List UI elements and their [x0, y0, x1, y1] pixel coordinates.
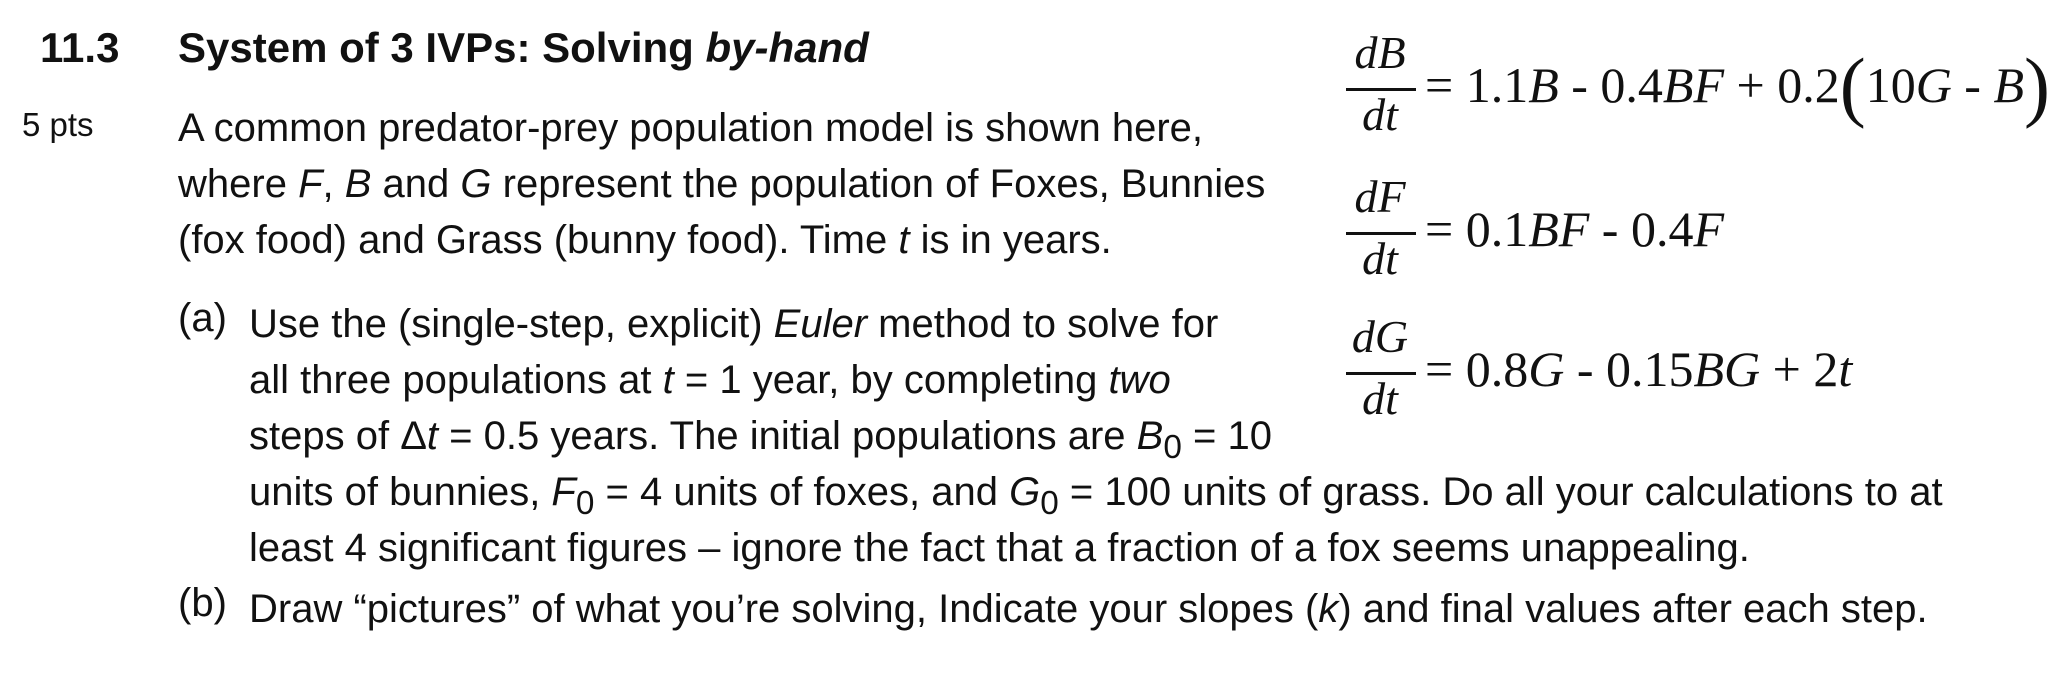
title-text: System of 3 IVPs: Solving [178, 24, 706, 71]
intro-line-3 [178, 212, 1265, 268]
text: = 4 units of foxes, and [594, 470, 1010, 514]
term: + 2 [1760, 341, 1839, 397]
text: where [178, 162, 299, 206]
var-G: G [460, 162, 492, 206]
equation-rhs [1425, 42, 2050, 129]
euler-emphasis: Euler [773, 302, 868, 346]
text: , [322, 162, 345, 206]
term: 10 [1865, 57, 1916, 113]
term: BF [1528, 201, 1590, 257]
text: represent the population of Foxes, Bunnies [491, 162, 1266, 206]
text: Draw “pictures” of what you’re solving, Indicate your slopes ( [249, 587, 1319, 631]
problem-number: 11.3 [40, 24, 120, 71]
term: BF [1662, 57, 1724, 113]
term: = 1.1 [1425, 57, 1529, 113]
equation-rhs [1425, 200, 1724, 258]
fraction-numerator: dB [1354, 27, 1406, 78]
text: units of bunnies, [249, 470, 552, 514]
text: steps of Δ [249, 414, 427, 458]
term: = 0.1 [1425, 201, 1529, 257]
term: G [1915, 57, 1952, 113]
left-paren: ( [1839, 42, 1866, 129]
intro-line-2 [178, 156, 1265, 212]
var-B: B [344, 162, 372, 206]
text: method to solve for [867, 302, 1219, 346]
part-a-line-4 [249, 464, 1943, 520]
fraction-numerator: dG [1351, 311, 1409, 362]
right-paren: ) [2024, 42, 2050, 129]
problem-title [178, 24, 869, 72]
var-B: B [1136, 414, 1164, 458]
subscript: 0 [1163, 429, 1182, 466]
term: - 0.15 [1564, 341, 1694, 397]
term: B [1993, 57, 2024, 113]
term: BG [1693, 341, 1761, 397]
fraction-denominator: dt [1362, 373, 1398, 424]
text: = 10 [1181, 414, 1272, 458]
term: B [1528, 57, 1559, 113]
fraction-denominator: dt [1362, 89, 1398, 140]
term: t [1838, 341, 1853, 397]
fraction-denominator: dt [1362, 233, 1398, 284]
part-a-label: (a) [178, 296, 227, 340]
var-t: t [898, 218, 910, 262]
var-k: k [1318, 587, 1339, 631]
var-F: F [298, 162, 323, 206]
equation-dF-dt [1340, 172, 1760, 282]
two-emphasis: two [1108, 358, 1171, 402]
text: ) and final values after each step. [1338, 587, 1928, 631]
term: + 0.2 [1724, 57, 1840, 113]
part-a-line-5: least 4 significant figures – ignore the fact that a fraction of a fox seems unappealing. [249, 526, 1750, 570]
subscript: 0 [1040, 485, 1059, 522]
text: = 100 units of grass. Do all your calculations to at [1058, 470, 1943, 514]
term: - 0.4 [1558, 57, 1663, 113]
var-F: F [551, 470, 576, 514]
part-b-text [249, 581, 1928, 637]
var-t: t [426, 414, 439, 458]
var-t: t [662, 358, 674, 402]
text: is in years. [909, 218, 1112, 262]
title-emphasis: by-hand [705, 24, 869, 71]
term: - 0.4 [1589, 201, 1694, 257]
text: all three populations at [249, 358, 663, 402]
text: = 0.5 years. The initial populations are [438, 414, 1137, 458]
fraction-numerator: dF [1354, 171, 1406, 222]
text: (fox food) and Grass (bunny food). Time [178, 218, 899, 262]
intro-line-1: A common predator-prey population model is shown here, [178, 106, 1203, 150]
term: F [1693, 201, 1724, 257]
text: and [371, 162, 461, 206]
equation-rhs [1425, 340, 1852, 398]
points-label: 5 pts [22, 106, 94, 143]
term: = 0.8 [1425, 341, 1529, 397]
equation-dB-dt [1340, 28, 2055, 138]
text: Use the (single-step, explicit) [249, 302, 774, 346]
subscript: 0 [575, 485, 595, 522]
equation-dG-dt [1340, 312, 1860, 422]
var-G: G [1009, 470, 1041, 514]
term: - [1951, 57, 1994, 113]
text: = 1 year, by completing [673, 358, 1109, 402]
intro-paragraph [178, 100, 1265, 268]
term: G [1528, 341, 1565, 397]
part-b-label: (b) [178, 581, 227, 625]
